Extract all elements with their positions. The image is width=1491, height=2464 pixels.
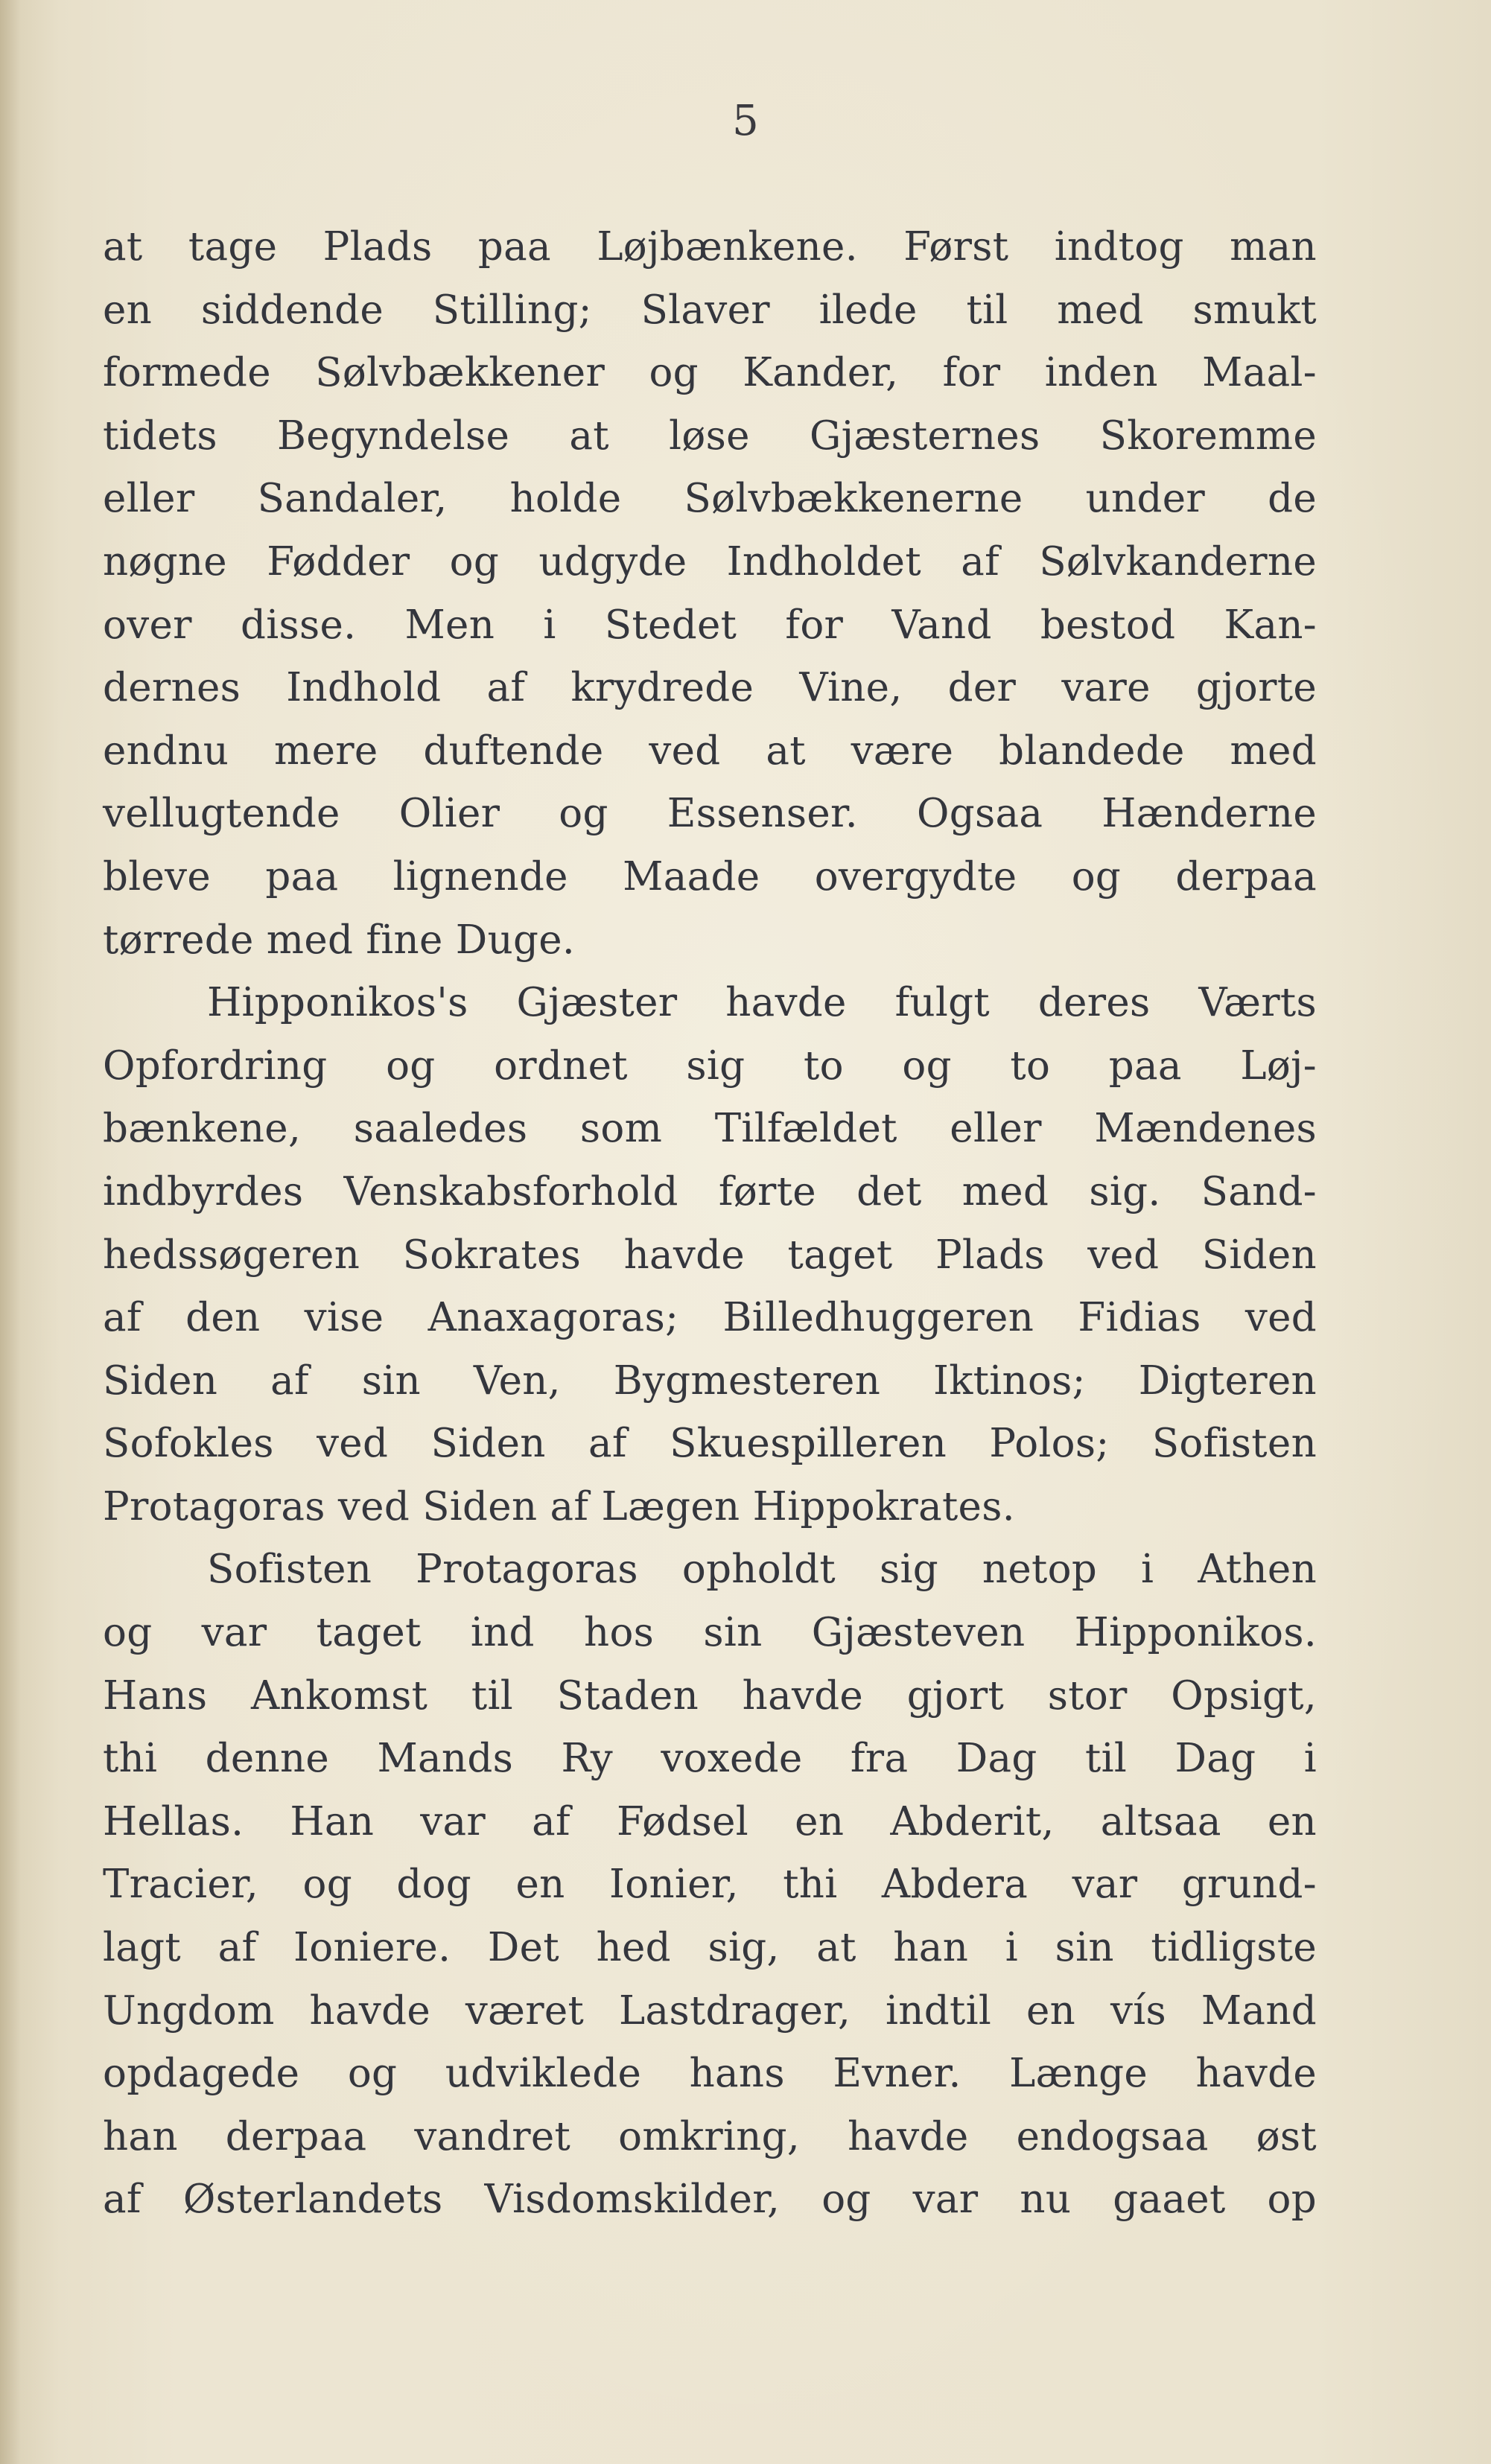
- text-line: en siddende Stilling; Slaver ilede til med smukt: [103, 287, 1317, 333]
- text-line: bænkene, saaledes som Tilfældet eller Mændenes: [103, 1106, 1317, 1152]
- text-line: thi denne Mands Ry voxede fra Dag til Dag i: [103, 1736, 1317, 1782]
- text-line: Sofokles ved Siden af Skuespilleren Polos; Sofisten: [103, 1421, 1317, 1467]
- text-line: af Østerlandets Visdomskilder, og var nu gaaet op: [103, 2177, 1317, 2223]
- text-line: formede Sølvbækkener og Kander, for inden Maal-: [103, 350, 1317, 396]
- text-line: Opfordring og ordnet sig to og to paa Løj-: [103, 1042, 1317, 1089]
- page-number: 5: [732, 97, 759, 145]
- paragraph-start-line: Hipponikos's Gjæster havde fulgt deres Værts: [207, 980, 1317, 1026]
- text-line: at tage Plads paa Løjbænkene. Først indtog man: [103, 224, 1317, 270]
- paragraph-start-line: Sofisten Protagoras opholdt sig netop i Athen: [207, 1547, 1317, 1593]
- text-line: Hans Ankomst til Staden havde gjort stor Opsigt,: [103, 1672, 1317, 1719]
- text-line: vellugtende Olier og Essenser. Ogsaa Hænderne: [103, 791, 1317, 837]
- text-line: tørrede med fine Duge.: [103, 917, 576, 963]
- text-line: af den vise Anaxagoras; Billedhuggeren Fidias ved: [103, 1295, 1317, 1341]
- text-line: over disse. Men i Stedet for Vand bestod Kan-: [103, 602, 1317, 648]
- page-binding-edge: [0, 0, 21, 2464]
- text-line: indbyrdes Venskabsforhold førte det med sig. Sand-: [103, 1168, 1317, 1215]
- text-line: Ungdom havde været Lastdrager, indtil en vís Mand: [103, 1987, 1317, 2034]
- text-line: dernes Indhold af krydrede Vine, der vare gjorte: [103, 665, 1317, 711]
- text-line: han derpaa vandret omkring, havde endogsaa øst: [103, 2113, 1317, 2159]
- body-text: [103, 216, 1317, 2232]
- text-line: hedssøgeren Sokrates havde taget Plads ved Siden: [103, 1232, 1317, 1278]
- text-line: nøgne Fødder og udgyde Indholdet af Sølvkanderne: [103, 538, 1317, 585]
- text-line: lagt af Ioniere. Det hed sig, at han i sin tidligste: [103, 1925, 1317, 1971]
- text-line: Hellas. Han var af Fødsel en Abderit, altsaa en: [103, 1798, 1317, 1844]
- text-line: og var taget ind hos sin Gjæsteven Hipponikos.: [103, 1610, 1317, 1656]
- text-line: eller Sandaler, holde Sølvbækkenerne under de: [103, 476, 1317, 522]
- text-line: tidets Begyndelse at løse Gjæsternes Skoremme: [103, 413, 1317, 459]
- text-line: opdagede og udviklede hans Evner. Længe havde: [103, 2051, 1317, 2097]
- text-line: Tracier, og dog en Ionier, thi Abdera var grund-: [103, 1862, 1317, 1908]
- text-line: endnu mere duftende ved at være blandede med: [103, 728, 1317, 774]
- text-line: Siden af sin Ven, Bygmesteren Iktinos; Digteren: [103, 1357, 1317, 1404]
- text-line: bleve paa lignende Maade overgydte og derpaa: [103, 853, 1317, 900]
- text-line: Protagoras ved Siden af Lægen Hippokrates.: [103, 1483, 1015, 1529]
